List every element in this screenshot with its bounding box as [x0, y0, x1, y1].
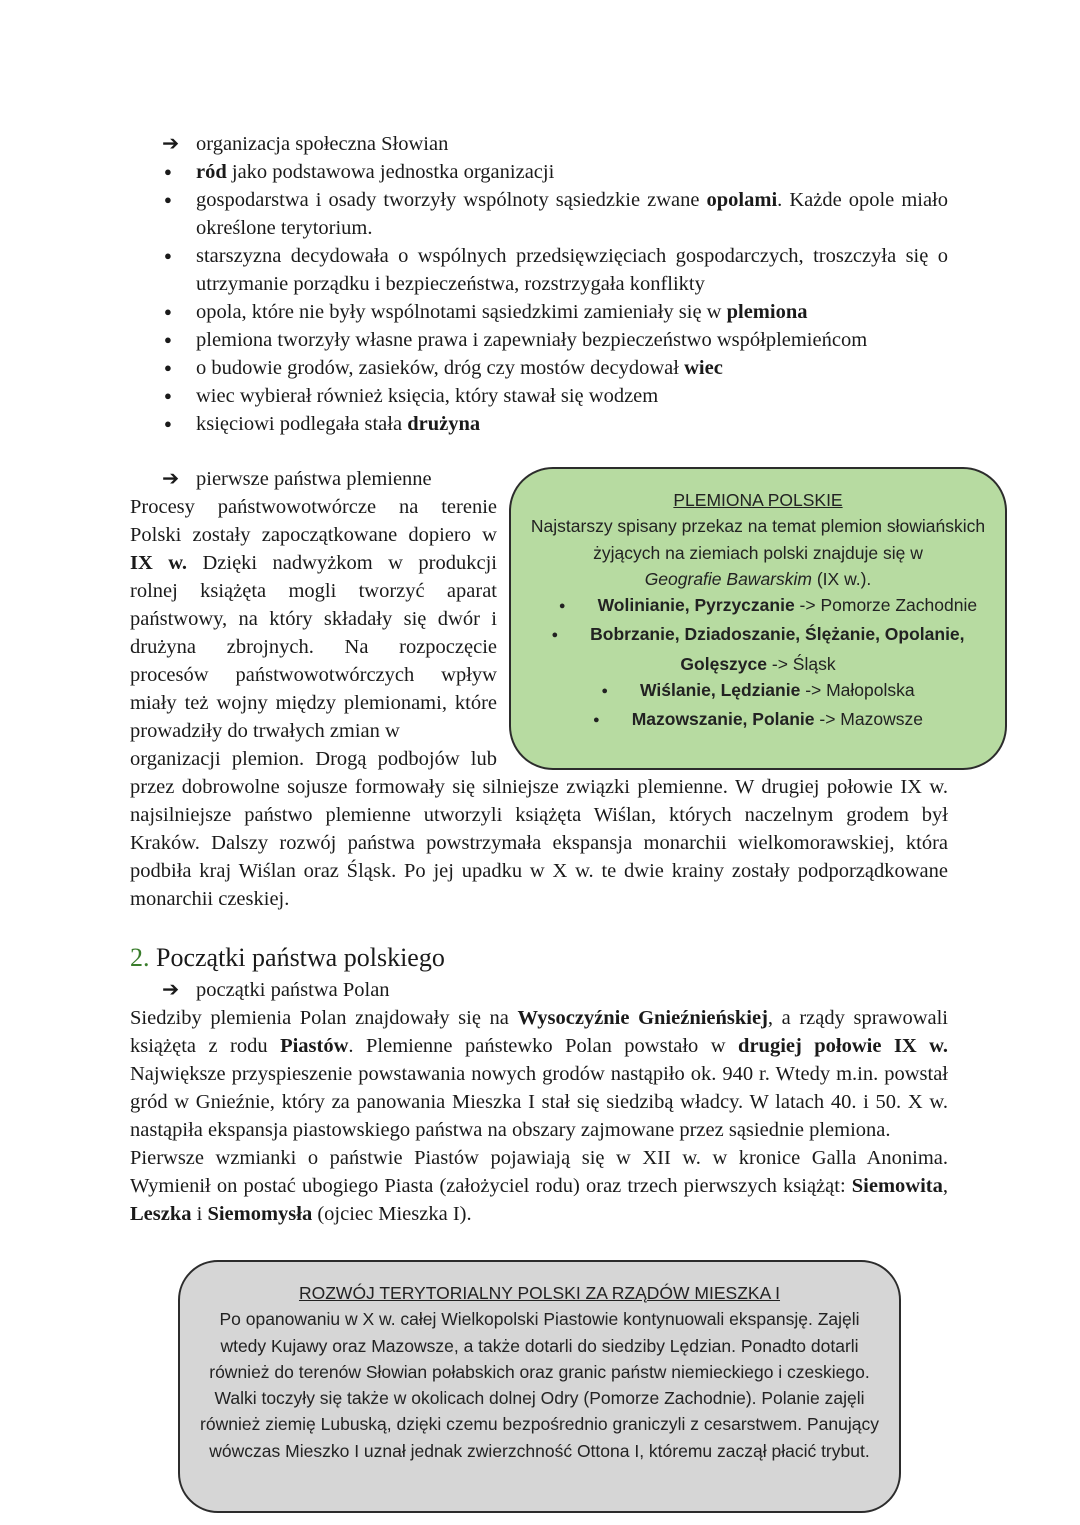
list-item: ● Wolinianie, Pyrzyczanie -> Pomorze Zachodnie: [558, 595, 978, 616]
list-item: ● Wiślanie, Lędzianie -> Małopolska: [601, 680, 915, 701]
list-item: ● starszyzna decydowała o wspólnych przedsięwzięciach gospodarczych, troszczyła się o utrzymanie porządku i bezpieczeństwa, rozstrzygała konflikty: [130, 242, 948, 298]
subheading-first-states: ➔ pierwsze państwa plemienne: [162, 465, 432, 493]
box-title: ROZWÓJ TERYTORIALNY POLSKI ZA RZĄDÓW MIESZKA I: [298, 1283, 781, 1303]
list-item: ● Bobrzanie, Dziadoszanie, Ślężanie, Opolanie, Golęszyce -> Śląsk: [551, 624, 965, 674]
list-item: ● księciowi podlegała stała drużyna: [130, 410, 948, 438]
box-text: Po opanowaniu w X w. całej Wielkopolski Piastowie kontynuowali ekspansję. Zajęli wtedy Kujawy oraz Mazowsze, a także dotarli do siedziby Lędzian. Ponadto dotarli również do terenów Słowian połabskich oraz granic państw niemieckiego i czeskiego. Walki toczyły się także w okolicach dolnej Odry (Pomorze Zachodnie). Polanie zajęli również ziemię Lubuską, dzięki czemu bezpośrednio graniczyli z cesarstwem. Panujący wówczas Mieszko I uznał jednak zwierzchność Ottona I, któremu zaczął płacić trybut.: [200, 1309, 879, 1461]
social-organization-list: [130, 158, 948, 438]
subheading-polan-beginnings: ➔ początki państwa Polan: [162, 976, 390, 1004]
arrow-icon: ➔: [162, 979, 180, 1001]
arrow-icon: ➔: [162, 133, 180, 155]
list-item: ● gospodarstwa i osady tworzyły wspólnoty sąsiedzkie zwane opolami. Każde opole miało określone terytorium.: [130, 186, 948, 242]
list-item: ● plemiona tworzyły własne prawa i zapewniały bezpieczeństwo współplemieńcom: [130, 326, 948, 354]
paragraph-state-formation: Procesy państwowotwórcze na terenie Polski zostały zapoczątkowane dopiero w IX w. Dzięki nadwyżkom w produkcji rolnej książęta mogli tworzyć aparat państwowy, na który składały się dwór i drużyna zbrojnych. Na rozpoczęcie procesów państwowotwórczych wpływ miały też wojny między plemionami, które prowadziły do trwałych zmian w organizacji plemion. Drogą podbojów lub: [130, 496, 497, 770]
box-title: PLEMIONA POLSKIE: [673, 490, 843, 510]
list-item: ● ród jako podstawowa jednostka organizacji: [130, 158, 948, 186]
box-intro: Najstarszy spisany przekaz na temat plemion słowiańskich żyjących na ziemiach polski znajduje się w Geografie Bawarskim (IX w.).: [530, 516, 986, 589]
list-item: ● o budowie grodów, zasieków, dróg czy mostów decydował wiec: [130, 354, 948, 382]
paragraph-polan: [130, 1004, 948, 1228]
tribes-list: [523, 592, 993, 735]
list-item: ● Mazowszanie, Polanie -> Mazowsze: [593, 709, 923, 730]
paragraph-polan-origins: Siedziby plemienia Polan znajdowały się na Wysoczyźnie Gnieźnieńskiej, a rządy sprawowali książęta z rodu Piastów. Plemienne państewko Polan powstało w drugiej połowie IX w. Największe przyspieszenie powstawania nowych grodów nastąpiło ok. 940 r. Wtedy m.in. powstał gród w Gnieźnie, który za panowania Mieszka I stał się siedzibą władcy. W latach 40. i 50. X w. nastąpiła ekspansja piastowskiego państwa na obszary zajmowane przez sąsiednie plemiona.: [130, 1007, 948, 1141]
tribes-info-box: [509, 467, 1007, 770]
list-item: ● opola, które nie były wspólnotami sąsiedzkimi zamieniały się w plemiona: [130, 298, 948, 326]
arrow-icon: ➔: [162, 468, 180, 490]
subheading-social-organization: ➔ organizacja społeczna Słowian: [162, 130, 448, 158]
section-heading: 2. Początki państwa polskiego: [130, 943, 445, 972]
territory-info-box: [178, 1260, 901, 1513]
paragraph-tribal-unions: przez dobrowolne sojusze formowały się silniejsze związki plemienne. W drugiej połowie IX w. najsilniejsze państwo plemienne utworzyli książęta Wiślan, których naczelnym grodem był Kraków. Dalszy rozwój państwa powstrzymała ekspansja monarchii wielkomorawskiej, która podbiła kraj Wiślan oraz Śląsk. Po jej upadku w X w. te dwie krainy zostały podporządkowane monarchii czeskiej.: [130, 776, 948, 910]
paragraph-first-mentions: Pierwsze wzmianki o państwie Piastów pojawiają się w XII w. w kronice Galla Anonima. Wymienił on postać ubogiego Piasta (założyciel rodu) oraz trzech pierwszych książąt: Siemowita, Leszka i Siemomysła (ojciec Mieszka I).: [130, 1147, 948, 1225]
list-item: ● wiec wybierał również księcia, który stawał się wodzem: [130, 382, 948, 410]
